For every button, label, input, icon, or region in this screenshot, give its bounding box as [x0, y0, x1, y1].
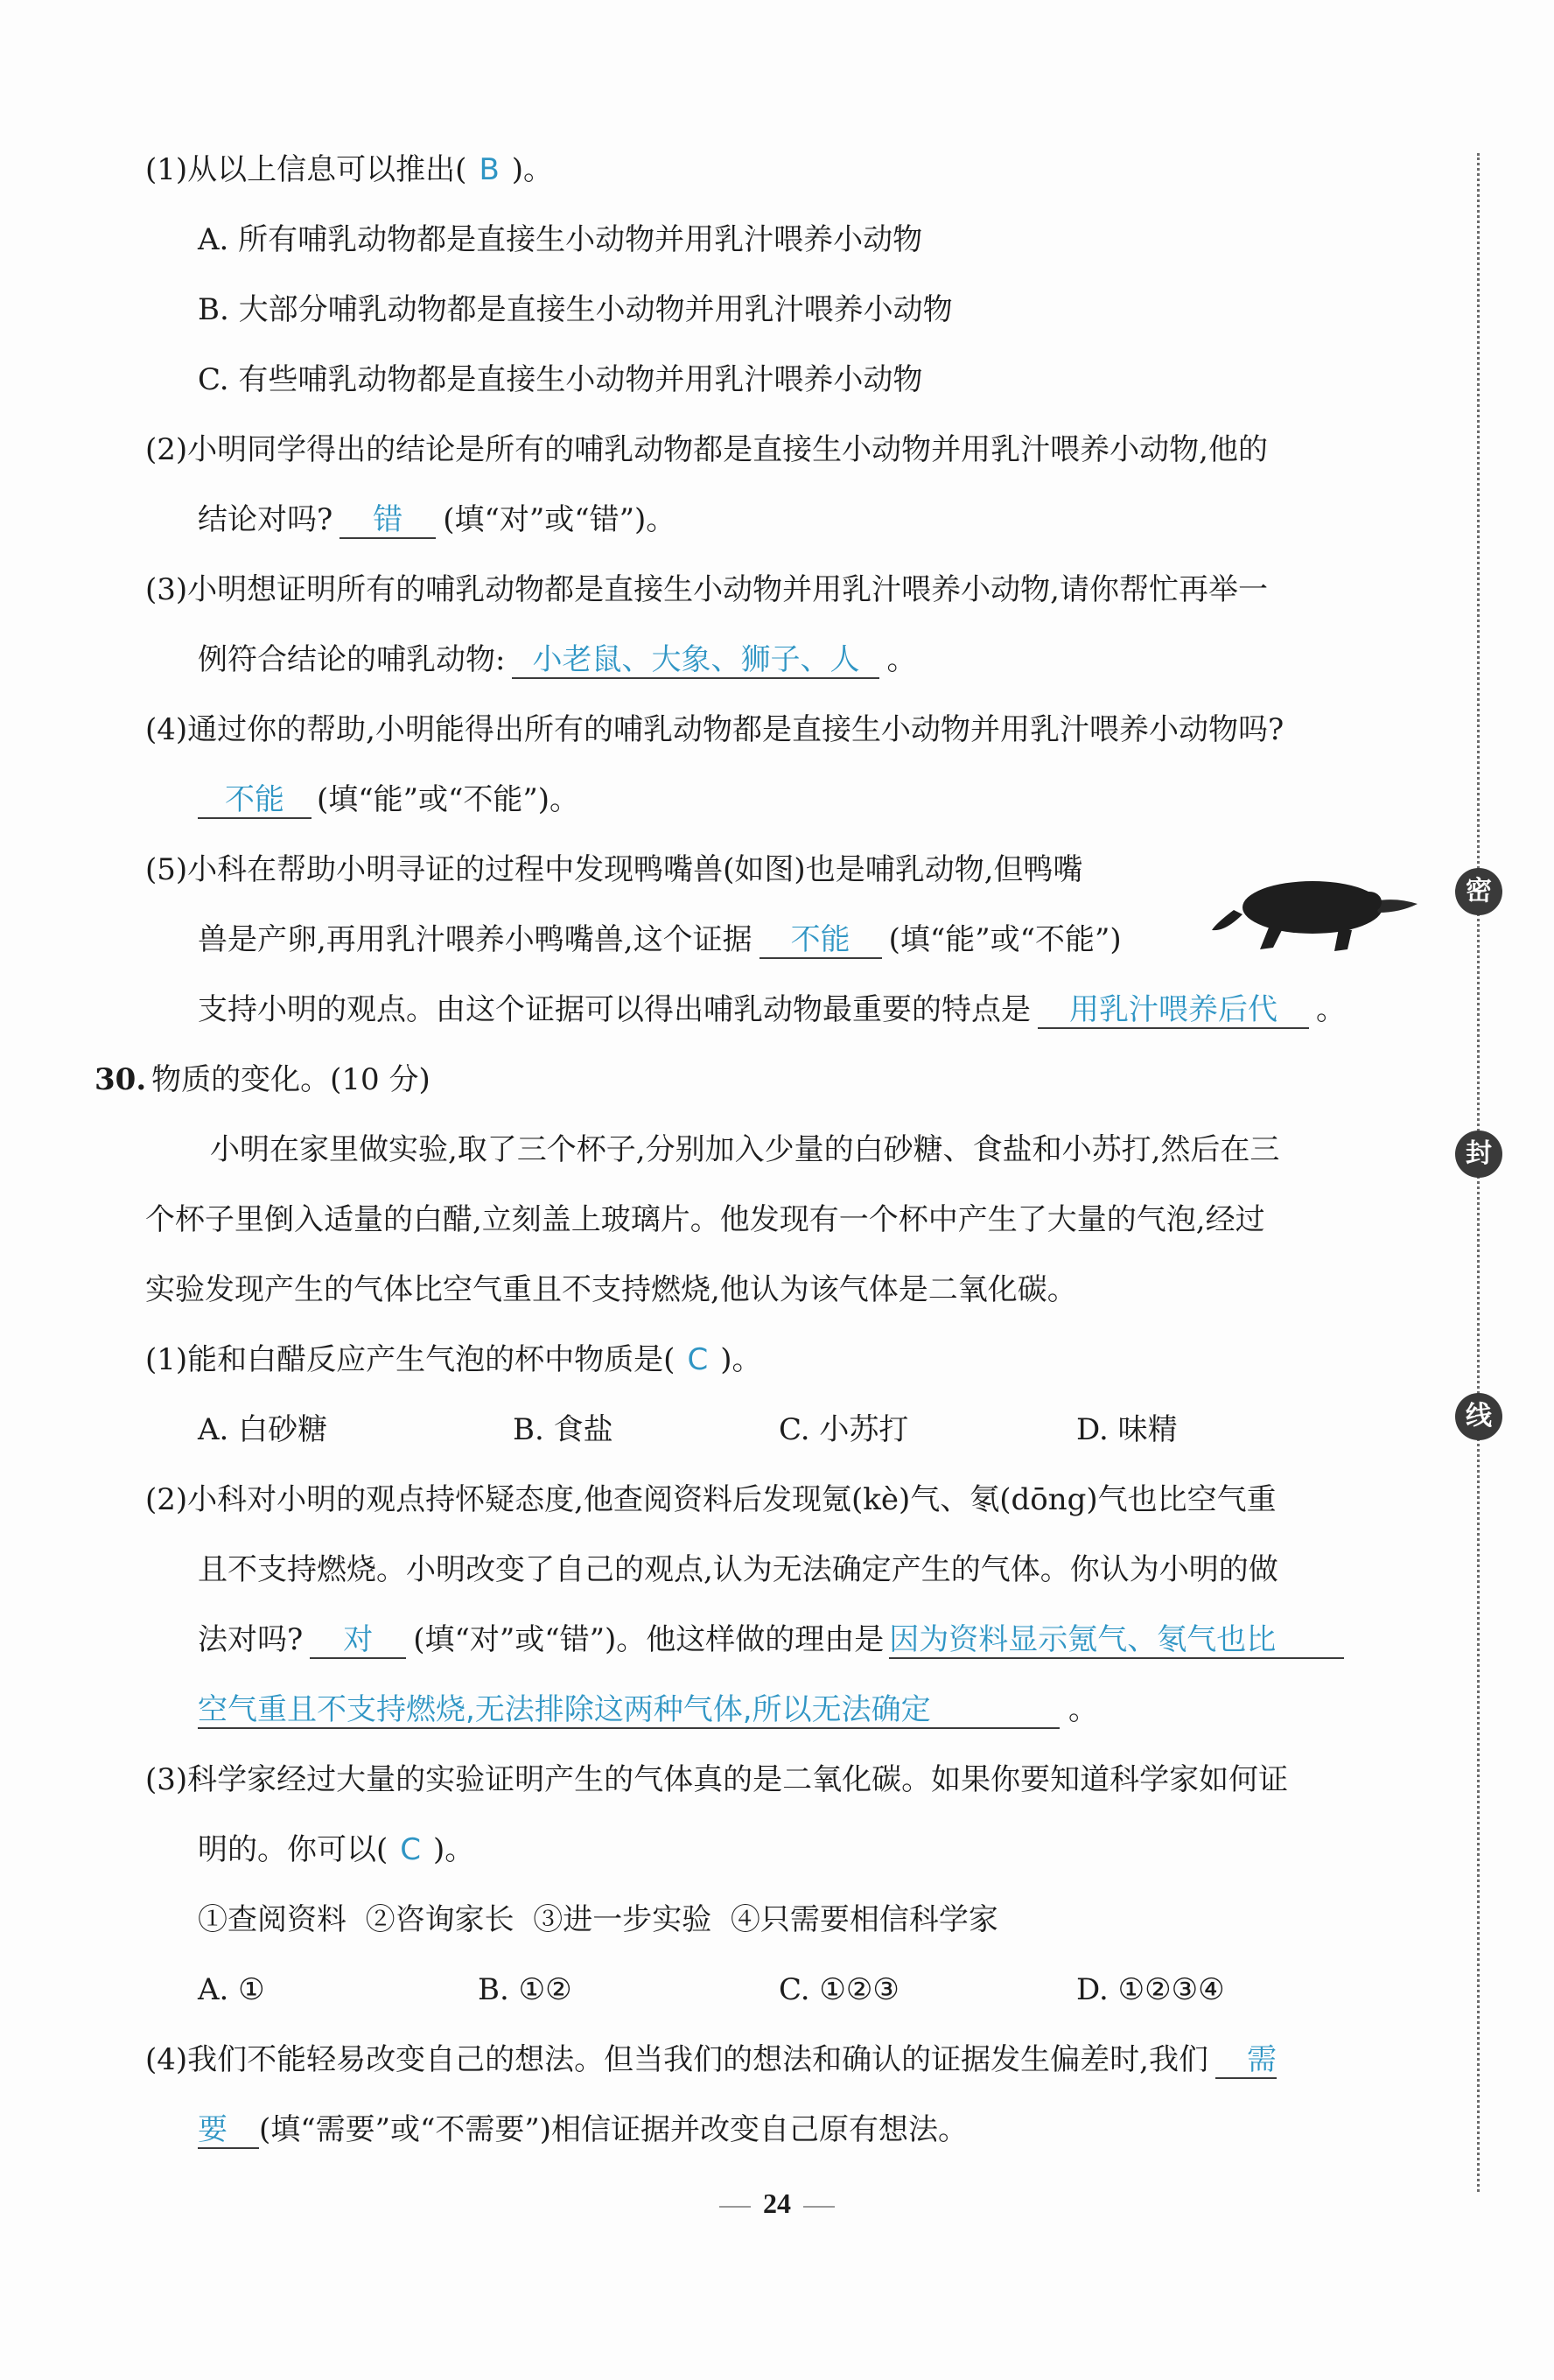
- q29-s2-answer-blank: 错: [340, 502, 436, 539]
- q30-s2-answer-blank: 对: [310, 1622, 406, 1659]
- q29-s3-line2: [198, 639, 916, 681]
- q30-s3-prefix: 明的。你可以(: [198, 1832, 388, 1867]
- q30-s1-suffix: )。: [720, 1342, 762, 1377]
- q30-s3-option-c: C. ①②③: [779, 1972, 900, 2007]
- q30-s3-answer: C: [400, 1832, 422, 1867]
- q30-number: 30.: [94, 1062, 147, 1097]
- q29-s2-suffix: (填“对”或“错”)。: [443, 502, 676, 537]
- page-number-dash-right: [803, 2206, 835, 2208]
- platypus-image: [1208, 862, 1426, 958]
- q30-s4-line1: [145, 2039, 1277, 2081]
- q29-s5-line3-prefix: 支持小明的观点。由这个证据可以得出哺乳动物最重要的特点是: [198, 992, 1031, 1027]
- q29-s1-answer: B: [479, 152, 500, 187]
- page-number: 24: [763, 2188, 791, 2219]
- q29-s5-prefix: 兽是产卵,再用乳汁喂养小鸭嘴兽,这个证据: [198, 922, 752, 957]
- q29-s1-suffix: )。: [511, 152, 554, 187]
- q29-s5-answer-blank: 不能: [760, 922, 882, 959]
- q29-s1-option-c: C. 有些哺乳动物都是直接生小动物并用乳汁喂养小动物: [198, 362, 923, 397]
- seal-feng-badge: 封: [1455, 1130, 1502, 1178]
- q30-s1-option-b: B. 食盐: [513, 1412, 613, 1447]
- q29-s5-line2: [198, 919, 1122, 961]
- q30-intro-line2: 个杯子里倒入适量的白醋,立刻盖上玻璃片。他发现有一个杯中产生了大量的气泡,经过: [145, 1202, 1265, 1237]
- q30-s3-suffix: )。: [433, 1832, 475, 1867]
- page-number-dash-left: [719, 2206, 751, 2208]
- q30-s2-mid: (填“对”或“错”)。他这样做的理由是: [413, 1622, 885, 1657]
- q30-s3-option-b: B. ①②: [478, 1972, 572, 2007]
- q29-s3-line1: (3)小明想证明所有的哺乳动物都是直接生小动物并用乳汁喂养小动物,请你帮忙再举一: [145, 572, 1268, 607]
- q29-s2-line2: [198, 499, 676, 541]
- q30-s2-prefix: 法对吗?: [198, 1622, 304, 1657]
- q30-heading: [94, 1059, 430, 1101]
- q29-s2-line1: (2)小明同学得出的结论是所有的哺乳动物都是直接生小动物并用乳汁喂养小动物,他的: [145, 432, 1268, 467]
- q30-s4-line2: [198, 2109, 968, 2151]
- q30-s2-line3: [198, 1619, 1344, 1661]
- q30-s4-prefix: (4)我们不能轻易改变自己的想法。但当我们的想法和确认的证据发生偏差时,我们: [145, 2042, 1208, 2077]
- q30-s1-option-d: D. 味精: [1076, 1412, 1178, 1447]
- page-number-row: [0, 2188, 1554, 2220]
- q30-s2-line2: 且不支持燃烧。小明改变了自己的观点,认为无法确定产生的气体。你认为小明的做: [198, 1552, 1278, 1587]
- q30-s2-reason-part1: 因为资料显示氪气、氡气也比: [889, 1622, 1344, 1659]
- q30-s3-option-d: D. ①②③④: [1076, 1972, 1225, 2007]
- q30-s4-answer-part1: 需: [1215, 2042, 1277, 2079]
- q30-s3-choices: ①查阅资料 ②咨询家长 ③进一步实验 ④只需要相信科学家: [198, 1902, 998, 1937]
- q29-s1-option-a: A. 所有哺乳动物都是直接生小动物并用乳汁喂养小动物: [198, 222, 923, 257]
- q29-s2-prefix: 结论对吗?: [198, 502, 333, 537]
- q30-s1-option-a: A. 白砂糖: [198, 1412, 328, 1447]
- q29-s5-line3-suffix: 。: [1316, 992, 1346, 1027]
- q29-s1-option-b: B. 大部分哺乳动物都是直接生小动物并用乳汁喂养小动物: [198, 292, 953, 327]
- seal-mi-badge: 密: [1455, 868, 1502, 915]
- q29-s4-line1: (4)通过你的帮助,小明能得出所有的哺乳动物都是直接生小动物并用乳汁喂养小动物吗?: [145, 712, 1284, 747]
- q30-s1-prefix: (1)能和白醋反应产生气泡的杯中物质是(: [145, 1342, 676, 1377]
- q30-s1: [145, 1339, 761, 1381]
- seal-xian-badge: 线: [1455, 1393, 1502, 1440]
- q30-s2-suffix: 。: [1068, 1692, 1098, 1727]
- q30-s3-line2: [198, 1829, 474, 1871]
- q29-s4-answer-blank: 不能: [198, 782, 312, 819]
- q30-s1-option-c: C. 小苏打: [779, 1412, 909, 1447]
- q30-s1-answer: C: [687, 1342, 709, 1377]
- q30-s2-reason-part2: 空气重且不支持燃烧,无法排除这两种气体,所以无法确定: [198, 1692, 1060, 1729]
- q29-s5-line3: [198, 989, 1346, 1031]
- q29-s5-line1: (5)小科在帮助小明寻证的过程中发现鸭嘴兽(如图)也是哺乳动物,但鸭嘴: [145, 852, 1083, 887]
- q30-s4-suffix: (填“需要”或“不需要”)相信证据并改变自己原有想法。: [259, 2112, 969, 2147]
- q30-intro-line3: 实验发现产生的气体比空气重且不支持燃烧,他认为该气体是二氧化碳。: [145, 1272, 1077, 1307]
- q30-title: 物质的变化。(10 分): [151, 1062, 430, 1097]
- q30-intro-line1: 小明在家里做实验,取了三个杯子,分别加入少量的白砂糖、食盐和小苏打,然后在三: [210, 1132, 1280, 1167]
- q30-s3-line1: (3)科学家经过大量的实验证明产生的气体真的是二氧化碳。如果你要知道科学家如何证: [145, 1762, 1289, 1797]
- q29-s1-prefix: (1)从以上信息可以推出(: [145, 152, 467, 187]
- q29-s4-suffix: (填“能”或“不能”)。: [317, 782, 580, 817]
- q29-s3-prefix: 例符合结论的哺乳动物:: [198, 642, 506, 677]
- q29-s4-line2: [198, 779, 579, 821]
- q30-s4-answer-part2: 要: [198, 2112, 259, 2149]
- q30-s2-line1: (2)小科对小明的观点持怀疑态度,他查阅资料后发现氪(kè)气、氡(dōng)气也比空气重: [145, 1482, 1277, 1517]
- q29-s3-answer-blank: 小老鼠、大象、狮子、人: [512, 642, 879, 679]
- q29-s1: [145, 149, 553, 191]
- q29-s3-suffix: 。: [886, 642, 917, 677]
- q30-s2-line4: [198, 1689, 1098, 1731]
- q30-s3-option-a: A. ①: [198, 1972, 265, 2007]
- q29-s5-feature-blank: 用乳汁喂养后代: [1038, 992, 1309, 1029]
- q29-s5-suffix: (填“能”或“不能”): [888, 922, 1122, 957]
